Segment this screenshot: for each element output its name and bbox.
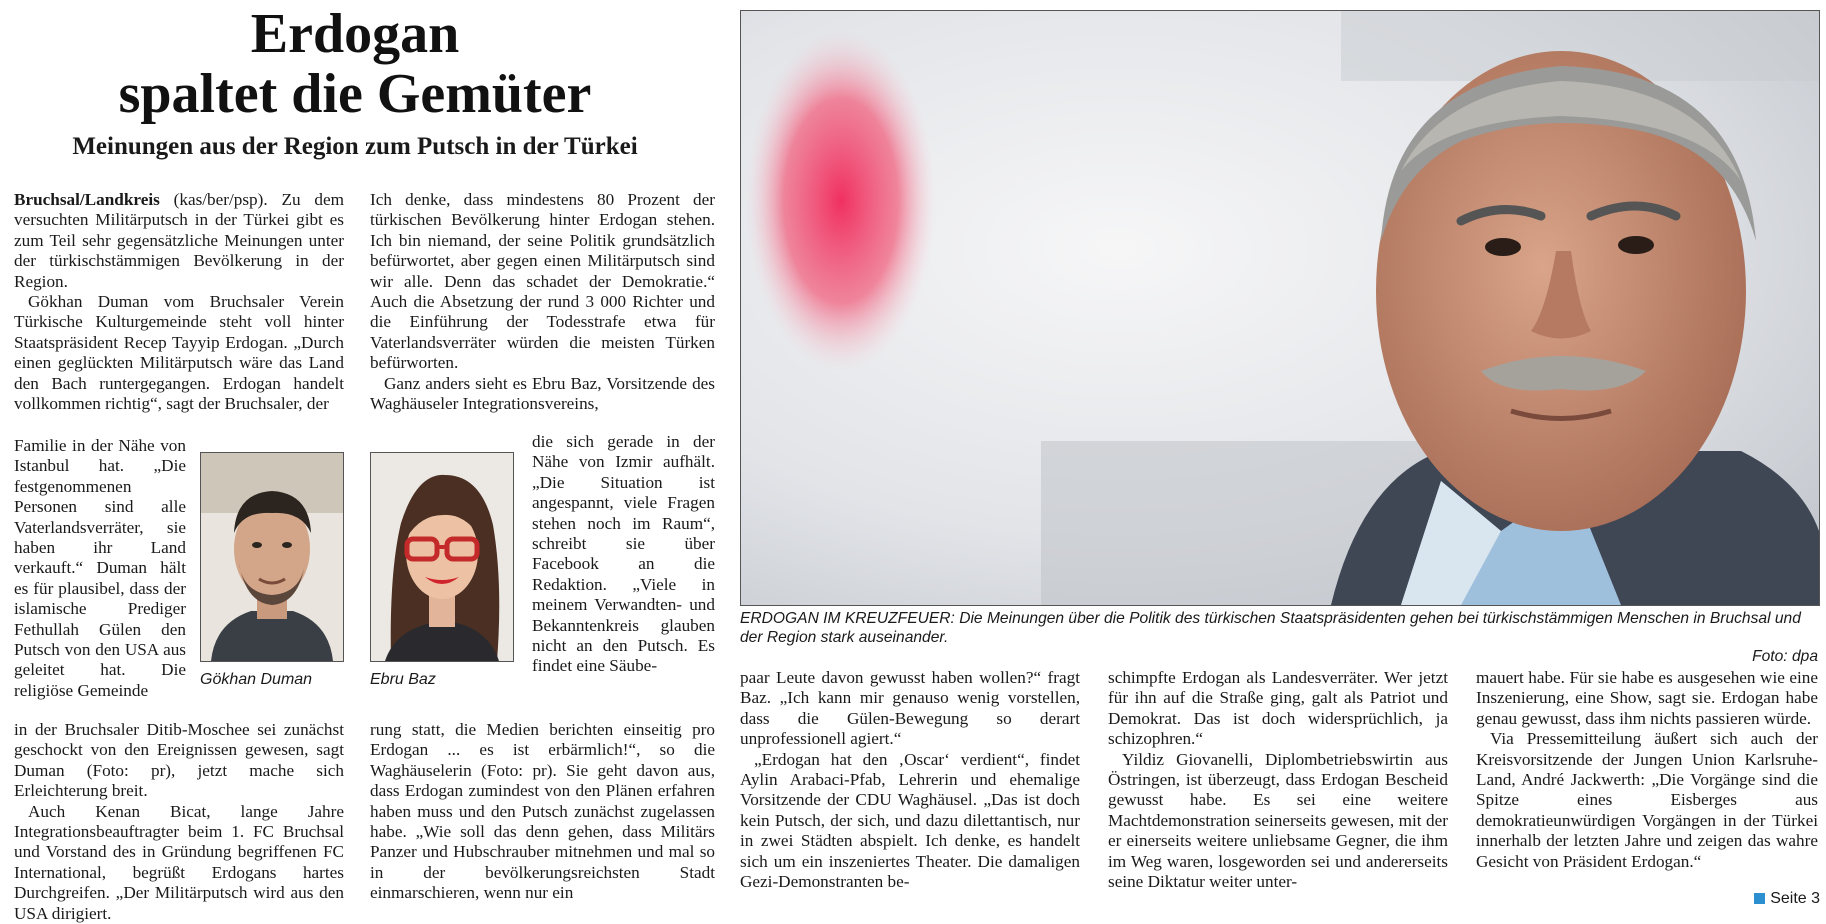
bicat-paragraph: Auch Kenan Bicat, lange Jahre Integrationsbeauftragter beim 1. FC Bruchsal und Vorstand des in Gründung begriffenen FC International, begrüßt Erdogans hartes Durchgreifen. „Der Militärputsch wird aus den USA dirigiert. <box>14 801 344 923</box>
photo-credit: Foto: dpa <box>1752 648 1818 665</box>
headline-line-1: Erdogan <box>250 3 460 65</box>
giovanelli-paragraph: Yildiz Giovanelli, Diplombetriebswirtin aus Östringen, ist überzeugt, dass Erdogan Bescheid gewusst habe. Es sei eine weitere Machtdemonstration seinerseits gewesen, mit der er einerseits weitere unliebsame Gegner, die ihm im Weg waren, losgeworden sei und andererseits seine Diktatur weiter unter- <box>1108 749 1448 892</box>
erdogan-photo-icon <box>741 11 1819 605</box>
woman-portrait-icon <box>371 453 513 661</box>
column-1-wrap <box>14 436 186 701</box>
jackwerth-paragraph: Via Pressemitteilung äußert sich auch der Kreisvorsitzende der Jungen Union Karlsruhe-Land, André Jackwerth: „Die Vorgänge sind die Spitze eines Eisberges aus demokratieunwürdigen Vorgängen in der Türkei innerhalb der letzten Jahre und zeigen das wahre Gesicht von Präsident Erdogan.“ <box>1476 729 1818 871</box>
baz-quote-paragraph: paar Leute davon gewusst haben wollen?“ fragt Baz. „Ich kann mir genauso wenig vorstellen, dass die Gülen-Bewegung so derart unprofessionell agiert.“ <box>740 668 1080 749</box>
man-portrait-icon <box>201 453 343 661</box>
duman-paragraph-start: Gökhan Duman vom Bruchsaler Verein Türkische Kulturgemeinde steht voll hinter Staatspräsident Recep Tayyip Erdogan. „Durch einen geglückten Militärputsch wäre das Land den Bach runtergegangen. Erdogan handelt vollkommen richtig“, sagt der Bruchsaler, der <box>14 292 344 414</box>
giovanelli-quote-paragraph: mauert habe. Für sie habe es ausgesehen wie eine Inszenierung, eine Show, sagt sie. Erdogan habe genau gewusst, dass ihm nichts passieren würde. <box>1476 668 1818 728</box>
column-2-bottom <box>370 720 715 904</box>
column-3 <box>740 668 1080 892</box>
baz-paragraph-wrap: die sich gerade in der Nähe von Izmir aufhält. „Die Situation ist angespannt, viele Fragen stehen noch im Raum“, schreibt sie über Facebook an die Redaktion. „Viele in meinem Verwandten- und Bekanntenkreis glauben nicht an den Putsch. Es findet eine Säube- <box>532 432 715 676</box>
article-headline <box>10 4 700 124</box>
baz-caption: Ebru Baz <box>370 671 436 688</box>
baz-paragraph-start: Ganz anders sieht es Ebru Baz, Vorsitzende des Waghäuseler Integrationsvereins, <box>370 373 715 414</box>
arabaci-quote-paragraph: schimpfte Erdogan als Landesverräter. Wer jetzt für ihn auf die Straße ging, galt als Patriot und Demokrat. Das ist doch widersprüchlich, ja schizophren.“ <box>1108 668 1448 749</box>
dateline: Bruchsal/Landkreis <box>14 190 160 209</box>
duman-paragraph-wrap: Familie in der Nähe von Istanbul hat. „Die festgenommenen Personen sind alle Vaterlandsverräter, sie haben ihr Land verkauft.“ Duman hält es für plausibel, dass der islamische Prediger Fethullah Gülen den Putsch von den USA aus geleitet hat. Die religiöse Gemeinde <box>14 436 186 700</box>
page-reference[interactable] <box>1740 890 1820 908</box>
baz-portrait <box>370 452 514 662</box>
duman-caption: Gökhan Duman <box>200 671 313 688</box>
column-5 <box>1476 668 1818 872</box>
square-bullet-icon <box>1754 893 1765 904</box>
duman-paragraph-end: in der Bruchsaler Ditib-Moschee sei zunächst geschockt von den Ereignissen gewesen, sagt Duman (Foto: pr), jetzt mache sich Erleichterung breit. <box>14 720 344 801</box>
bicat-quote-paragraph: Ich denke, dass mindestens 80 Prozent der türkischen Bevölkerung hinter Erdogan stehen. Ich bin niemand, der seine Politik grundsätzlich befürwortet, aber gegen einen Militärputsch sind wir alle. Denn das schadet der Demokratie.“ Auch die Absetzung der rund 3 000 Richter und die Einführung der Todesstrafe etwa für Vaterlandsverräter würden die meisten Türken befürworten. <box>370 190 715 373</box>
caption-lead: ERDOGAN IM KREUZFEUER: <box>740 610 955 627</box>
duman-portrait <box>200 452 344 662</box>
column-2-wrap <box>532 432 715 677</box>
main-photo <box>740 10 1820 606</box>
page-reference-label: Seite 3 <box>1770 890 1820 907</box>
column-4 <box>1108 668 1448 892</box>
column-1-top <box>14 190 344 414</box>
arabaci-paragraph: „Erdogan hat den ‚Oscar‘ verdient“, findet Aylin Arabaci-Pfab, Lehrerin und ehemalige Vorsitzende der CDU Waghäusel. „Das ist doch kein Putsch, der sich, und dazu dilettantisch, nur in zwei Städten abspielt. Ich denke, es handelt sich um ein inszeniertes Theater. Die damaligen Gezi-Demonstranten be- <box>740 749 1080 892</box>
column-2-top <box>370 190 715 414</box>
caption-text: Die Meinungen über die Politik des türkischen Staatspräsidenten gehen bei türkischstämmigen Menschen in Bruchsal und der Region stark auseinander. <box>740 610 1801 646</box>
column-1-bottom <box>14 720 344 924</box>
main-photo-caption <box>740 609 1818 666</box>
article-subheadline: Meinungen aus der Region zum Putsch in der Türkei <box>72 133 638 160</box>
baz-paragraph-end: rung statt, die Medien berichten einseitig pro Erdogan ... es ist erbärmlich!“, so die Waghäuselerin (Foto: pr). Sie geht davon aus, dass Erdogan zumindest von den Plänen erfahren haben muss und den Putsch zunächst zugelassen habe. „Wie soll das denn gehen, dass Militärs Panzer und Hubschrauber mitnehmen und mal so in der bevölkerungsreichsten Stadt einmarschieren, wenn nur ein <box>370 720 715 903</box>
headline-line-2: spaltet die Gemüter <box>118 63 592 125</box>
lead-paragraph: (kas/ber/psp). Zu dem versuchten Militärputsch in der Türkei gibt es zum Teil sehr gegensätzliche Meinungen unter der türkischstämmigen Bevölkerung in der Region. <box>14 190 344 291</box>
